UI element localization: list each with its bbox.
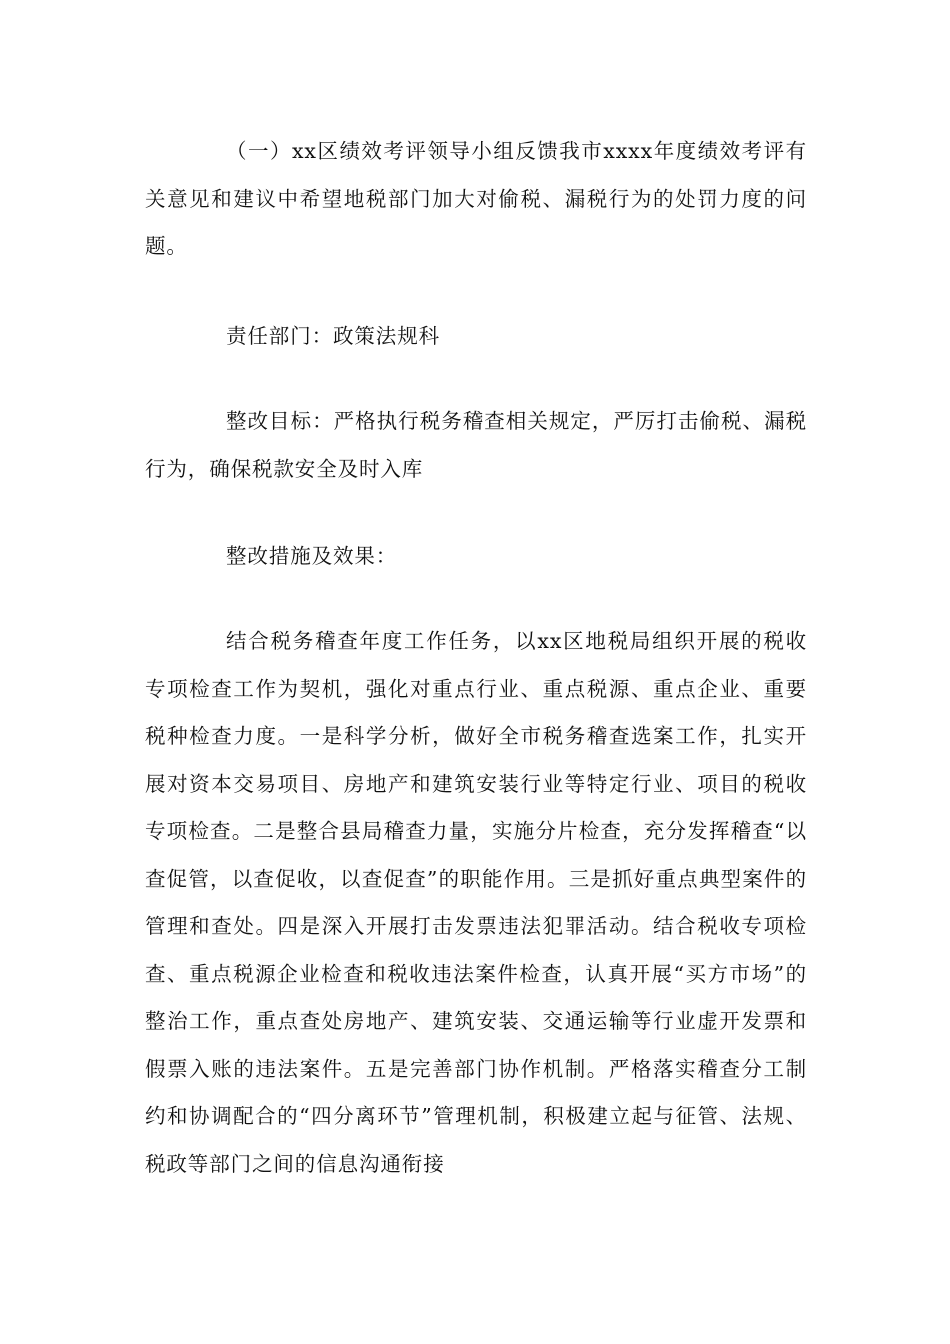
rectification-goal: 整改目标：严格执行税务稽查相关规定，严厉打击偷税、漏税行为，确保税款安全及时入库: [145, 409, 807, 481]
measures-heading: 整改措施及效果：: [226, 544, 398, 568]
responsible-department: 责任部门：政策法规科: [226, 324, 440, 348]
measures-body: 结合税务稽查年度工作任务，以xx区地税局组织开展的税收专项检查工作为契机，强化对重点行业、重点税源、重点企业、重要税种检查力度。一是科学分析，做好全市税务稽查选案工作，扎实开展对资本交易项目、房地产和建筑安装行业等特定行业、项目的税收专项检查。二是整合县局稽查力量，实施分片检查，充分发挥稽查“以查促管，以查促收，以查促查”的职能作用。三是抓好重点典型案件的管理和查处。四是深入开展打击发票违法犯罪活动。结合税收专项检查、重点税源企业检查和税收违法案件检查，认真开展“买方市场”的整治工作，重点查处房地产、建筑安装、交通运输等行业虚开发票和假票入账的违法案件。五是完善部门协作机制。严格落实稽查分工制约和协调配合的“四分离环节”管理机制，积极建立起与征管、法规、税政等部门之间的信息沟通衔接: [145, 629, 807, 1176]
issue-paragraph: （一）xx区绩效考评领导小组反馈我市xxxx年度绩效考评有关意见和建议中希望地税部门加大对偷税、漏税行为的处罚力度的问题。: [145, 139, 807, 258]
